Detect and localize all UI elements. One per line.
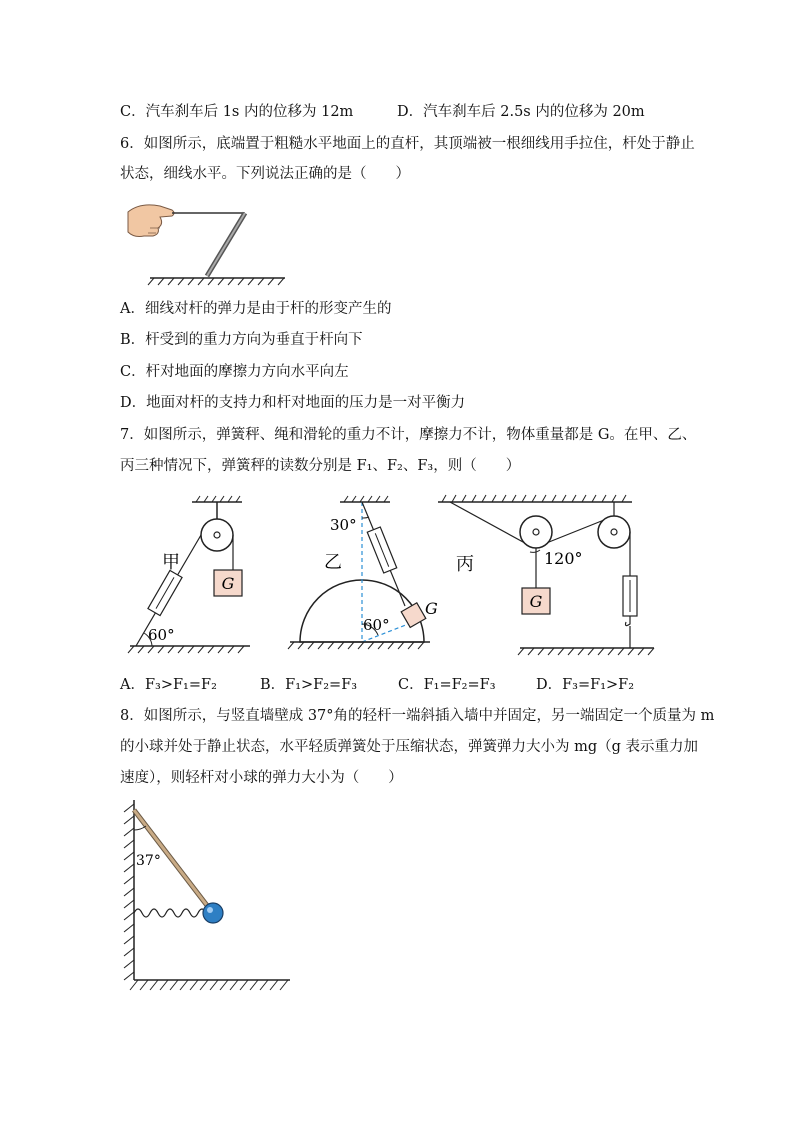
spring-balance — [148, 570, 182, 615]
spring — [134, 909, 214, 917]
q6-option-d: D．地面对杆的支持力和杆对地面的压力是一对平衡力 — [120, 395, 466, 411]
q8-stem-line2: 的小球并处于静止状态，水平轻质弹簧处于压缩状态，弹簧弹力大小为 mg（g 表示重力加 — [120, 739, 699, 755]
figure-yi — [288, 496, 438, 649]
wall — [124, 800, 134, 980]
angle-60-yi: 60° — [363, 616, 390, 634]
q7-option-a: A．F₃>F₁=F₂ — [120, 677, 217, 693]
label-bing: 丙 — [456, 554, 474, 575]
q6-option-c: C．杆对地面的摩擦力方向水平向左 — [120, 364, 349, 380]
angle-60: 60° — [148, 626, 175, 644]
q7-option-d: D．F₃=F₁>F₂ — [536, 677, 635, 693]
q7-stem-line1: 7．如图所示，弹簧秤、绳和滑轮的重力不计，摩擦力不计，物体重量都是 G。在甲、乙、 — [120, 427, 697, 443]
hand-icon — [128, 205, 174, 237]
q7-option-c: C．F₁=F₂=F₃ — [398, 677, 496, 693]
q6-stem-line1: 6．如图所示，底端置于粗糙水平地面上的直杆，其顶端被一根细线用手拉住，杆处于静止 — [120, 136, 695, 152]
q7-figure — [120, 488, 660, 660]
q8-figure — [118, 800, 298, 1000]
label-G-bing: G — [529, 592, 543, 611]
q6-option-b: B．杆受到的重力方向为垂直于杆向下 — [120, 332, 363, 348]
figure-bing — [438, 495, 654, 655]
q5-option-d: D．汽车刹车后 2.5s 内的位移为 20m — [397, 104, 645, 120]
angle-120: 120° — [544, 549, 583, 568]
q6-option-a: A．细线对杆的弹力是由于杆的形变产生的 — [120, 301, 392, 317]
q8-stem-line3: 速度），则轻杆对小球的弹力大小为（ ） — [120, 770, 403, 786]
figure-jia — [128, 496, 250, 653]
floor — [130, 980, 290, 990]
ball — [203, 903, 223, 923]
q6-figure — [120, 198, 295, 288]
q6-stem-line2: 状态，细线水平。下列说法正确的是（ ） — [120, 166, 410, 182]
q7-option-b: B．F₁>F₂=F₃ — [260, 677, 358, 693]
angle-37: 37° — [136, 853, 161, 869]
label-G-yi: G — [425, 599, 438, 618]
spring-balance-yi — [367, 527, 396, 573]
label-jia: 甲 — [162, 552, 180, 573]
q7-stem-line2: 丙三种情况下，弹簧秤的读数分别是 F₁、F₂、F₃，则（ ） — [120, 458, 521, 474]
label-G: G — [221, 574, 235, 593]
q5-option-c: C．汽车刹车后 1s 内的位移为 12m — [120, 104, 354, 120]
label-yi: 乙 — [324, 552, 342, 573]
angle-30: 30° — [330, 516, 357, 534]
q8-stem-line1: 8．如图所示，与竖直墙壁成 37°角的轻杆一端斜插入墙中并固定，另一端固定一个质量为 m — [120, 708, 715, 724]
